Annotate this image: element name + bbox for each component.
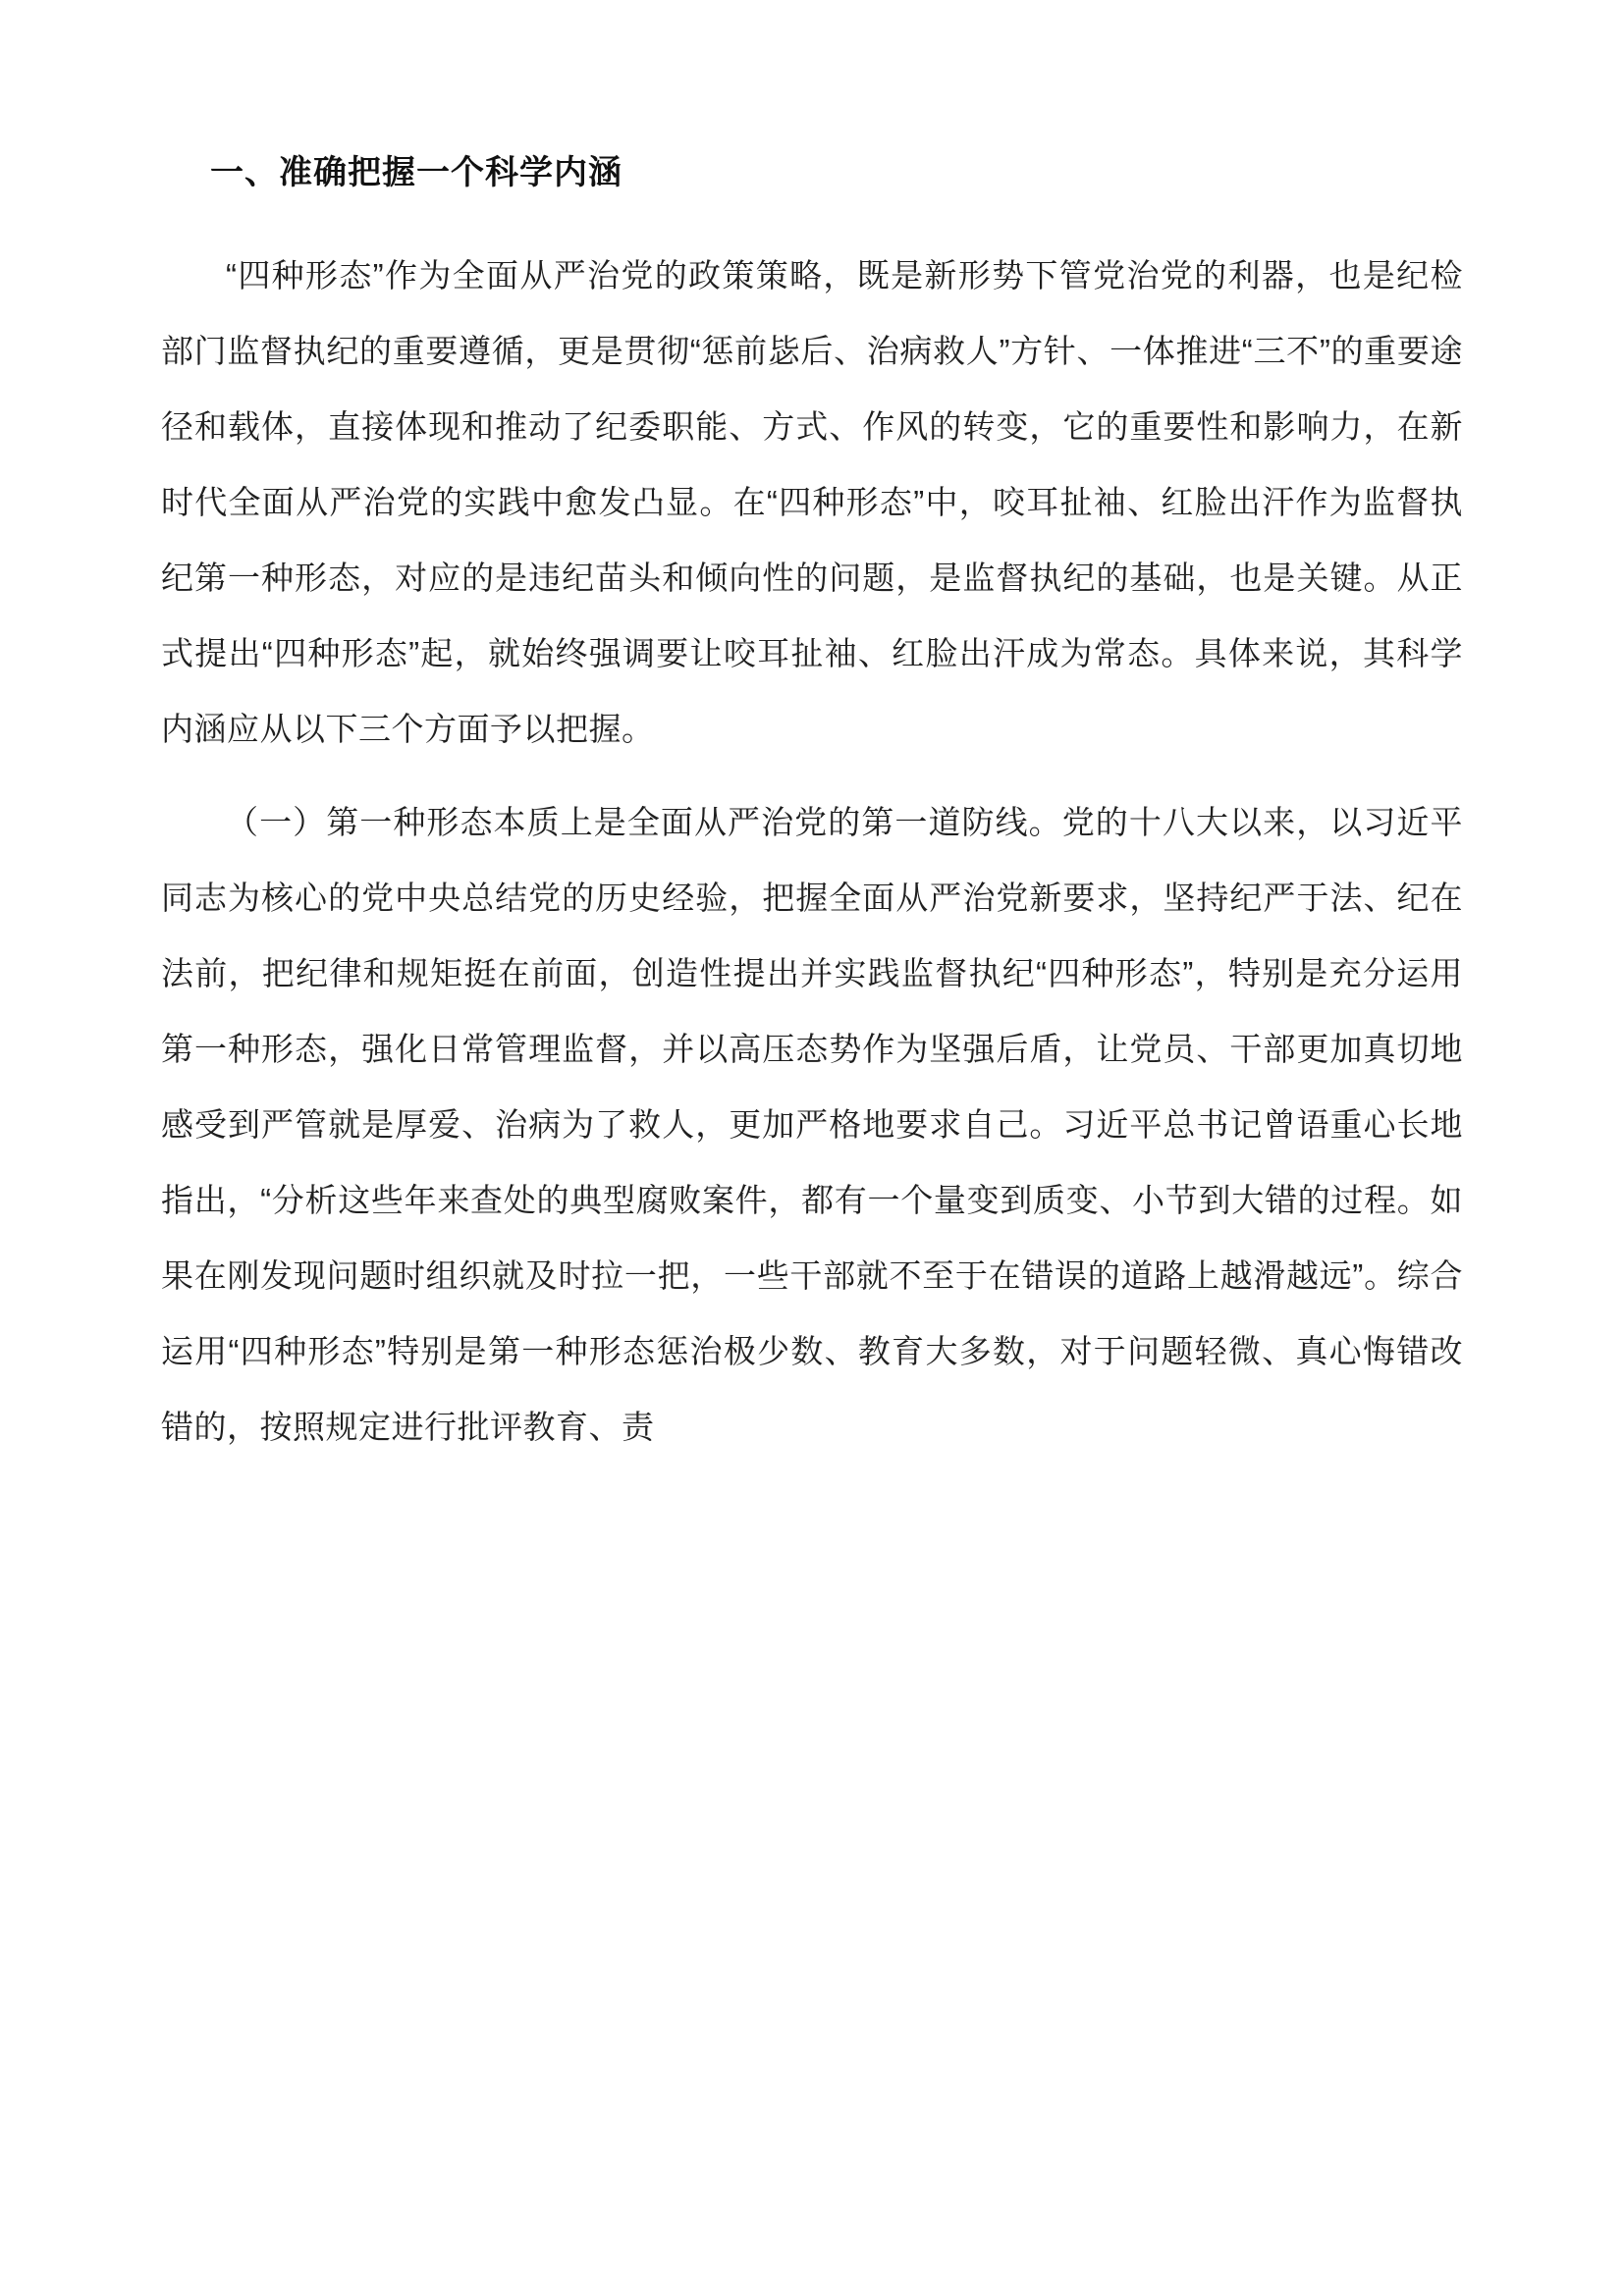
section-heading: 一、准确把握一个科学内涵 — [210, 154, 623, 191]
body-paragraph-2: （一）第一种形态本质上是全面从严治党的第一道防线。党的十八大以来，以习近平同志为核心的党中央总结党的历史经验，把握全面从严治党新要求，坚持纪严于法、纪在法前，把纪律和规矩挺在前面，创造性提出并实践监督执纪“四种形态”，特别是充分运用第一种形态，强化日常管理监督，并以高压态势作为坚强后盾，让党员、干部更加真切地感受到严管就是厚爱、治病为了救人，更加严格地要求自己。习近平总书记曾语重心长地指出，“分析这些年来查处的典型腐败案件，都有一个量变到质变、小节到大错的过程。如果在刚发现问题时组织就及时拉一把，一些干部就不至于在错误的道路上越滑越远”。综合运用“四种形态”特别是第一种形态惩治极少数、教育大多数，对于问题轻微、真心悔错改错的，按照规定进行批评教育、责 — [161, 804, 1463, 1445]
body-paragraph-1: “四种形态”作为全面从严治党的政策策略，既是新形势下管党治党的利器，也是纪检部门监督执纪的重要遵循，更是贯彻“惩前毖后、治病救人”方针、一体推进“三不”的重要途径和载体，直接体现和推动了纪委职能、方式、作风的转变，它的重要性和影响力，在新时代全面从严治党的实践中愈发凸显。在“四种形态”中，咬耳扯袖、红脸出汗作为监督执纪第一种形态，对应的是违纪苗头和倾向性的问题，是监督执纪的基础，也是关键。从正式提出“四种形态”起，就始终强调要让咬耳扯袖、红脸出汗成为常态。具体来说，其科学内涵应从以下三个方面予以把握。 — [161, 257, 1463, 747]
